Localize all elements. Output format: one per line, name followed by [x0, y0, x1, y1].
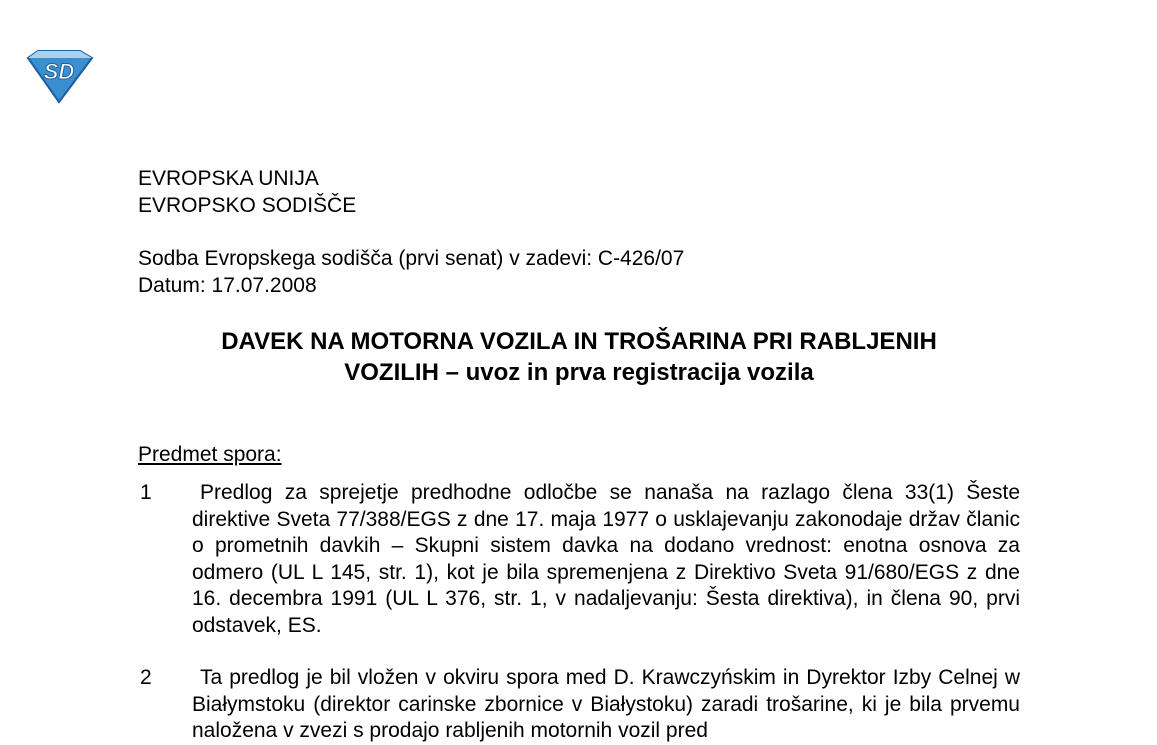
logo-lettering: SD	[43, 59, 75, 84]
title-line-2: VOZILIH – uvoz in prva registracija vozila	[344, 359, 814, 386]
paragraph-number: 2	[140, 666, 152, 689]
paragraph-text: Predlog za sprejetje predhodne odločbe se nanaša na razlago člena 33(1) Šeste direktive Sveta 77/388/EGS z dne 17. maja 1977 o usklajevanju zakonodaje držav članic o prometnih davkih – Skupni sistem davka na dodano vrednost: enotna osnova za odmero (UL L 145, str. 1), kot je bila spremenjena z Direktivo Sveta 91/680/EGS z dne 16. decembra 1991 (UL L 376, str. 1, v nadaljevanju: Šesta direktiva), in člena 90, prvi odstavek, ES.	[192, 481, 1020, 637]
sd-logo	[22, 48, 96, 104]
paragraph-text: Ta predlog je bil vložen v okviru spora med D. Krawczyńskim in Dyrektor Izby Celnej w Białymstoku (direktor carinske zbornice v Białystoku) zaradi trošarine, ki je bila prvemu naložena v zvezi s prodajo rabljenih motornih vozil pred	[192, 666, 1020, 743]
numbered-paragraph	[138, 480, 1020, 640]
institution-line-2: EVROPSKO SODIŠČE	[138, 194, 357, 217]
case-date: Datum: 17.07.2008	[138, 274, 317, 297]
numbered-paragraph	[138, 665, 1020, 745]
document-title	[138, 326, 1020, 388]
paragraph-number: 1	[140, 481, 152, 504]
title-line-1: DAVEK NA MOTORNA VOZILA IN TROŠARINA PRI RABLJENIH	[221, 328, 937, 355]
section-heading: Predmet spora:	[138, 443, 282, 466]
case-info	[138, 245, 684, 299]
institution-line-1: EVROPSKA UNIJA	[138, 167, 319, 190]
case-reference: Sodba Evropskega sodišča (prvi senat) v zadevi: C-426/07	[138, 247, 685, 270]
institution-header	[138, 165, 356, 219]
